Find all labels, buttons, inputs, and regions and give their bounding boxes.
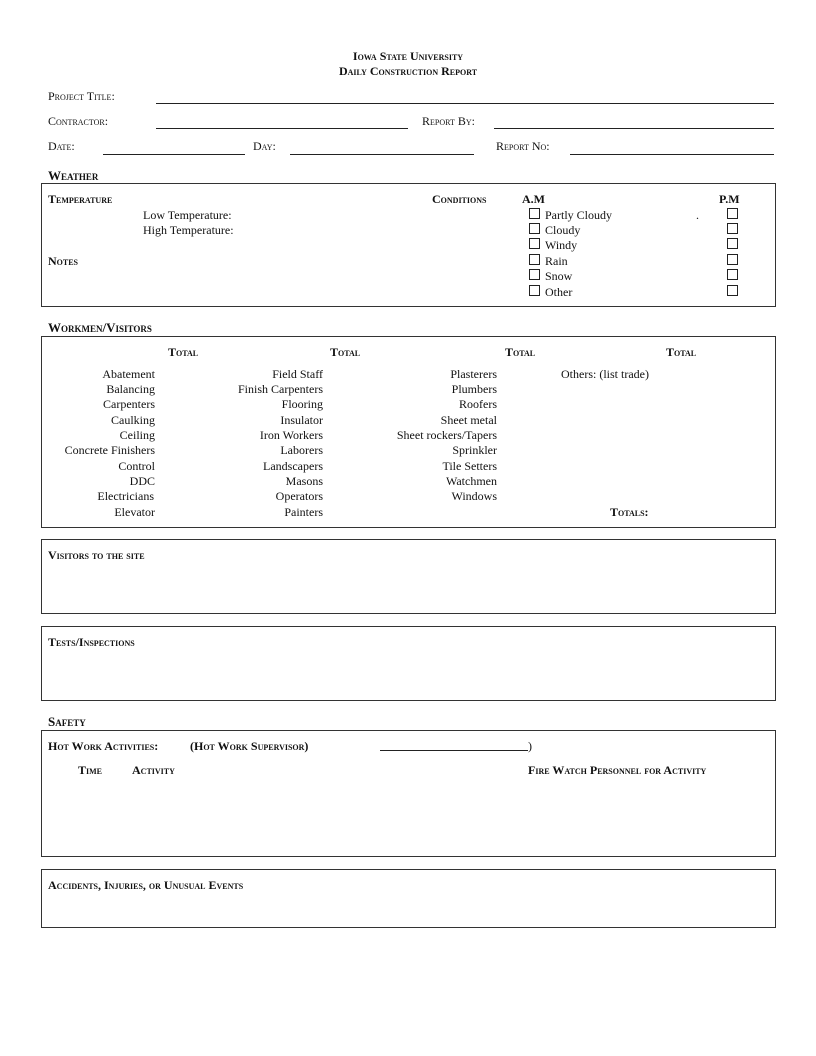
total-column-header: Total: [330, 345, 361, 359]
report-no-field[interactable]: [570, 154, 774, 155]
trade-label: Abatement: [102, 367, 155, 381]
trade-label: Ceiling: [119, 428, 155, 442]
am-checkbox-other[interactable]: [529, 285, 540, 296]
trade-label: DDC: [129, 474, 155, 488]
total-column-header: Total: [168, 345, 199, 359]
am-checkbox-cloudy[interactable]: [529, 223, 540, 234]
low-temperature-label: Low Temperature:: [143, 208, 232, 222]
conditions-label: Conditions: [432, 192, 487, 206]
close-paren: ): [528, 739, 532, 753]
accidents-heading: Accidents, Injuries, or Unusual Events: [48, 878, 244, 892]
weather-section: [41, 183, 776, 307]
am-checkbox-rain[interactable]: [529, 254, 540, 265]
trade-label: Insulator: [280, 413, 323, 427]
pm-label: P.M: [719, 192, 740, 206]
pm-checkbox-snow[interactable]: [727, 269, 738, 280]
tests-heading: Tests/Inspections: [48, 635, 135, 649]
trade-label: Finish Carpenters: [238, 382, 323, 396]
trade-label: Roofers: [459, 397, 497, 411]
fire-watch-column-label: Fire Watch Personnel for Activity: [528, 763, 707, 777]
pm-checkbox-other[interactable]: [727, 285, 738, 296]
trade-label: Laborers: [280, 443, 323, 457]
pm-checkbox-partly-cloudy[interactable]: [727, 208, 738, 219]
pm-checkbox-windy[interactable]: [727, 238, 738, 249]
trade-label: Balancing: [106, 382, 155, 396]
trade-label: Tile Setters: [442, 459, 497, 473]
condition-label: Cloudy: [545, 223, 581, 237]
hot-work-supervisor-field[interactable]: [380, 750, 528, 751]
pm-checkbox-rain[interactable]: [727, 254, 738, 265]
trade-label: Caulking: [111, 413, 155, 427]
condition-label: Partly Cloudy: [545, 208, 613, 222]
trade-label: Electricians: [97, 489, 154, 503]
notes-label: Notes: [48, 254, 79, 268]
high-temperature-label: High Temperature:: [143, 223, 234, 237]
am-checkbox-snow[interactable]: [529, 269, 540, 280]
project-title-label: Project Title:: [48, 89, 115, 103]
safety-heading: Safety: [48, 714, 86, 729]
am-label: A.M: [522, 192, 545, 206]
report-by-field[interactable]: [494, 128, 774, 129]
trade-label: Painters: [284, 505, 323, 519]
totals-label: Totals:: [610, 505, 649, 519]
university-name: Iowa State University: [352, 49, 464, 63]
pm-checkbox-cloudy[interactable]: [727, 223, 738, 234]
trade-label: Sheet rockers/Tapers: [396, 428, 497, 442]
visitors-heading: Visitors to the site: [48, 548, 145, 562]
trade-label: Operators: [275, 489, 323, 503]
trade-label: Sprinkler: [452, 443, 497, 457]
report-by-label: Report By:: [422, 114, 475, 128]
temperature-label: Temperature: [48, 192, 113, 206]
time-column-label: Time: [78, 763, 103, 777]
day-label: Day:: [253, 139, 276, 153]
trade-label: Plumbers: [451, 382, 497, 396]
date-field[interactable]: [103, 154, 245, 155]
trade-label: Watchmen: [445, 474, 497, 488]
hot-work-supervisor-label: (Hot Work Supervisor): [190, 739, 309, 753]
total-column-header: Total: [666, 345, 697, 359]
condition-label: Rain: [545, 254, 568, 268]
am-checkbox-windy[interactable]: [529, 238, 540, 249]
trade-label: Iron Workers: [259, 428, 323, 442]
date-label: Date:: [48, 139, 75, 153]
tests-section[interactable]: [41, 626, 776, 701]
contractor-field[interactable]: [156, 128, 408, 129]
project-title-field[interactable]: [156, 103, 774, 104]
trade-label: Field Staff: [272, 367, 323, 381]
others-label: Others: (list trade): [561, 367, 649, 381]
activity-column-label: Activity: [132, 763, 175, 777]
trade-label: Flooring: [281, 397, 323, 411]
weather-heading: Weather: [48, 168, 99, 183]
trade-label: Elevator: [114, 505, 155, 519]
hot-work-label: Hot Work Activities:: [48, 739, 159, 753]
dot-mark: .: [696, 208, 699, 222]
condition-label: Other: [545, 285, 573, 299]
day-field[interactable]: [290, 154, 474, 155]
trade-label: Control: [118, 459, 155, 473]
trade-label: Carpenters: [103, 397, 155, 411]
condition-label: Windy: [545, 238, 578, 252]
contractor-label: Contractor:: [48, 114, 109, 128]
total-column-header: Total: [505, 345, 536, 359]
workmen-heading: Workmen/Visitors: [48, 320, 152, 335]
trade-label: Plasterers: [450, 367, 497, 381]
am-checkbox-partly-cloudy[interactable]: [529, 208, 540, 219]
trade-label: Sheet metal: [440, 413, 497, 427]
trade-label: Masons: [285, 474, 323, 488]
trade-label: Concrete Finishers: [64, 443, 155, 457]
visitors-section[interactable]: [41, 539, 776, 614]
trade-label: Landscapers: [263, 459, 323, 473]
condition-label: Snow: [545, 269, 573, 283]
report-title: Daily Construction Report: [338, 64, 478, 78]
trade-label: Windows: [451, 489, 497, 503]
report-no-label: Report No:: [496, 139, 550, 153]
